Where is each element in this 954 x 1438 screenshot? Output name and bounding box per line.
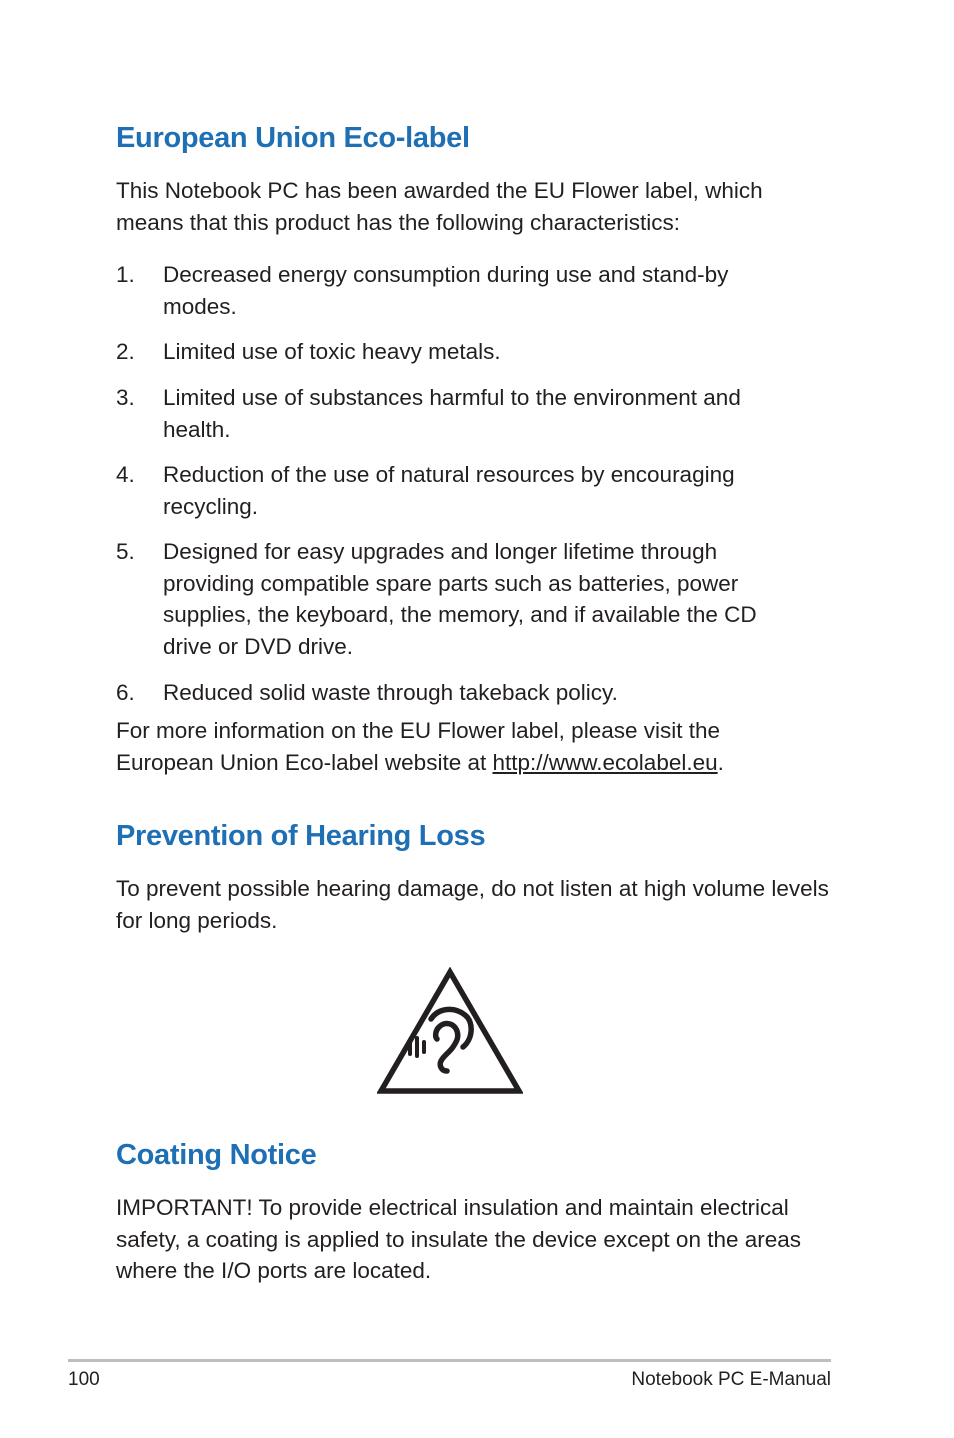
list-item-number: 6. <box>116 680 135 705</box>
footer-page-number: 100 <box>68 1369 100 1390</box>
hearing-loss-heading: Prevention of Hearing Loss <box>116 820 486 852</box>
eco-label-heading: European Union Eco-label <box>116 122 470 154</box>
list-item-text: Limited use of toxic heavy metals. <box>163 339 501 364</box>
hearing-warning-icon <box>377 967 523 1095</box>
eco-label-intro: This Notebook PC has been awarded the EU Flower label, which means that this product has the following characteristics: <box>116 178 763 235</box>
list-item-number: 3. <box>116 385 135 410</box>
coating-notice-heading: Coating Notice <box>116 1139 317 1171</box>
list-item-text: Designed for easy upgrades and longer lifetime through providing compatible spare parts such as batteries, power supplies, the keyboard, the memory, and if available the CD drive or DVD drive. <box>163 539 757 659</box>
ecolabel-website-link[interactable]: http://www.ecolabel.eu <box>492 749 718 775</box>
list-item-text: Limited use of substances harmful to the environment and health. <box>163 385 741 442</box>
list-item-number: 2. <box>116 339 135 364</box>
list-item-number: 5. <box>116 539 135 564</box>
coating-notice-text: IMPORTANT! To provide electrical insulation and maintain electrical safety, a coating is applied to insulate the device except on the areas where the I/O ports are located. <box>116 1195 802 1283</box>
list-item-text: Decreased energy consumption during use and stand-by modes. <box>163 262 729 319</box>
more-info-text: For more information on the EU Flower label, please visit the European Union Eco-label website at <box>116 718 721 775</box>
more-info-suffix: . <box>717 749 724 775</box>
footer-manual-title: Notebook PC E-Manual <box>631 1369 831 1390</box>
list-item-number: 4. <box>116 462 135 487</box>
hearing-loss-text: To prevent possible hearing damage, do not listen at high volume levels for long periods. <box>116 876 829 933</box>
eco-more-info <box>116 715 776 778</box>
list-item-number: 1. <box>116 262 135 287</box>
list-item-text: Reduced solid waste through takeback policy. <box>163 680 618 705</box>
list-item-text: Reduction of the use of natural resources by encouraging recycling. <box>163 462 735 519</box>
footer-divider <box>68 1359 831 1362</box>
